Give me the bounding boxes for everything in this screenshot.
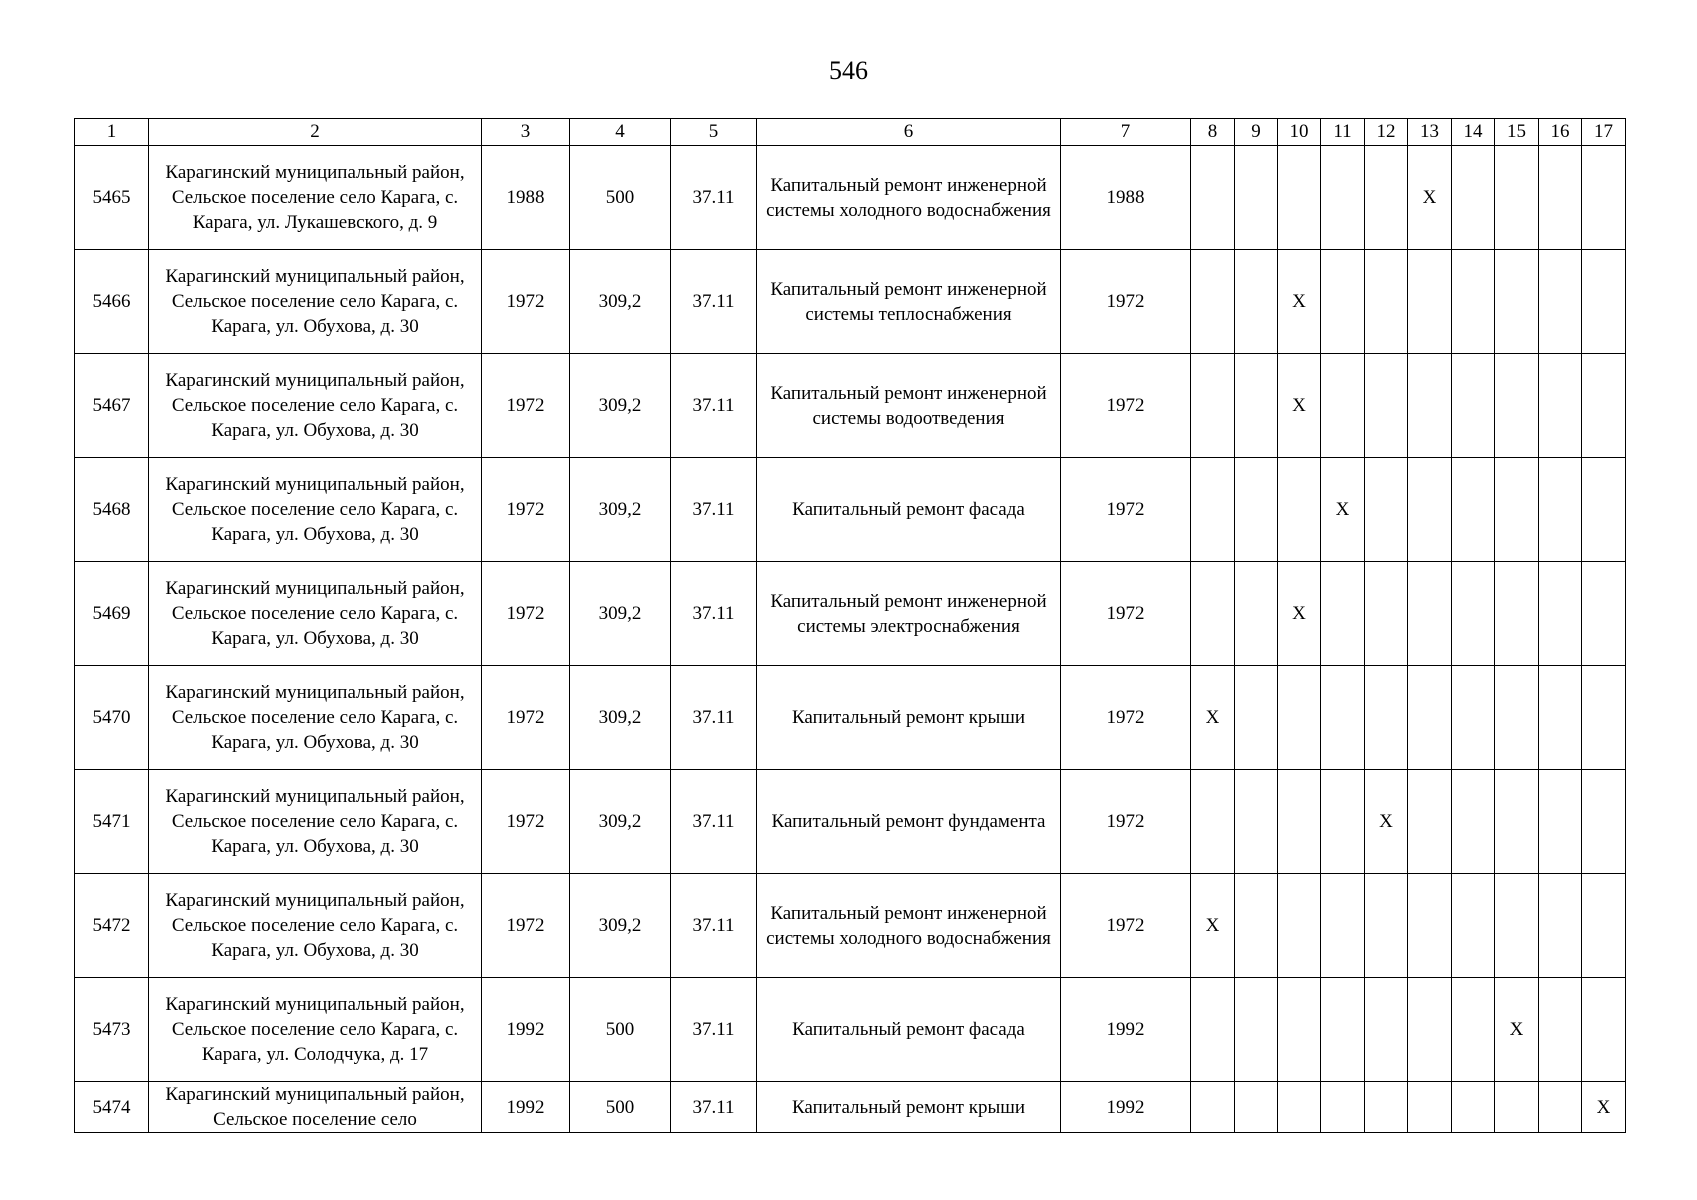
period-mark-cell — [1539, 250, 1582, 354]
page-number: 546 — [829, 56, 868, 85]
period-mark-cell — [1365, 458, 1408, 562]
header-row — [75, 119, 1626, 146]
table-row — [75, 874, 1626, 978]
code-cell: 37.11 — [671, 770, 757, 874]
table-row — [75, 1082, 1626, 1133]
column-header: 12 — [1365, 119, 1408, 146]
row-number-cell: 5467 — [75, 354, 149, 458]
period-mark-cell — [1191, 458, 1235, 562]
year-built-cell: 1992 — [482, 978, 570, 1082]
period-mark-cell: X — [1278, 354, 1321, 458]
period-mark-cell — [1539, 458, 1582, 562]
period-mark-cell: X — [1582, 1082, 1626, 1133]
period-mark-cell — [1582, 562, 1626, 666]
column-header: 15 — [1495, 119, 1539, 146]
period-mark-cell — [1191, 770, 1235, 874]
area-cell: 309,2 — [570, 562, 671, 666]
code-cell: 37.11 — [671, 250, 757, 354]
row-number-cell: 5470 — [75, 666, 149, 770]
address-cell: Карагинский муниципальный район, Сельское поселение село Карага, с. Карага, ул. Обухова, д. 30 — [149, 562, 482, 666]
period-mark-cell — [1278, 978, 1321, 1082]
period-mark-cell — [1235, 1082, 1278, 1133]
year-cell: 1992 — [1061, 1082, 1191, 1133]
address-cell: Карагинский муниципальный район, Сельское поселение село Карага, с. Карага, ул. Обухова, д. 30 — [149, 250, 482, 354]
period-mark-cell — [1539, 874, 1582, 978]
period-mark-cell — [1365, 978, 1408, 1082]
row-number-cell: 5473 — [75, 978, 149, 1082]
code-cell: 37.11 — [671, 978, 757, 1082]
period-mark-cell: X — [1495, 978, 1539, 1082]
period-mark-cell — [1321, 666, 1365, 770]
period-mark-cell — [1235, 874, 1278, 978]
year-cell: 1972 — [1061, 666, 1191, 770]
period-mark-cell — [1235, 250, 1278, 354]
area-cell: 309,2 — [570, 458, 671, 562]
row-number-cell: 5468 — [75, 458, 149, 562]
column-header: 5 — [671, 119, 757, 146]
period-mark-cell — [1278, 666, 1321, 770]
period-mark-cell — [1539, 978, 1582, 1082]
column-header: 4 — [570, 119, 671, 146]
year-cell: 1972 — [1061, 874, 1191, 978]
period-mark-cell — [1408, 250, 1452, 354]
period-mark-cell — [1452, 562, 1495, 666]
period-mark-cell: X — [1278, 250, 1321, 354]
period-mark-cell — [1408, 666, 1452, 770]
table-row — [75, 458, 1626, 562]
period-mark-cell — [1582, 354, 1626, 458]
period-mark-cell — [1408, 1082, 1452, 1133]
row-number-cell: 5471 — [75, 770, 149, 874]
column-header: 9 — [1235, 119, 1278, 146]
year-built-cell: 1972 — [482, 250, 570, 354]
address-cell: Карагинский муниципальный район, Сельское поселение село Карага, с. Карага, ул. Обухова, д. 30 — [149, 458, 482, 562]
period-mark-cell — [1278, 458, 1321, 562]
column-header: 14 — [1452, 119, 1495, 146]
period-mark-cell — [1582, 874, 1626, 978]
period-mark-cell — [1408, 562, 1452, 666]
period-mark-cell — [1321, 770, 1365, 874]
period-mark-cell — [1495, 458, 1539, 562]
period-mark-cell — [1235, 146, 1278, 250]
code-cell: 37.11 — [671, 146, 757, 250]
area-cell: 309,2 — [570, 770, 671, 874]
period-mark-cell — [1191, 978, 1235, 1082]
period-mark-cell: X — [1321, 458, 1365, 562]
period-mark-cell — [1539, 666, 1582, 770]
year-cell: 1972 — [1061, 250, 1191, 354]
period-mark-cell — [1408, 874, 1452, 978]
row-number-cell: 5469 — [75, 562, 149, 666]
period-mark-cell — [1495, 770, 1539, 874]
period-mark-cell — [1452, 978, 1495, 1082]
work-type-cell: Капитальный ремонт инженерной системы теплоснабжения — [757, 250, 1061, 354]
area-cell: 500 — [570, 1082, 671, 1133]
area-cell: 500 — [570, 978, 671, 1082]
period-mark-cell — [1191, 250, 1235, 354]
table-row — [75, 146, 1626, 250]
period-mark-cell — [1408, 458, 1452, 562]
area-cell: 309,2 — [570, 874, 671, 978]
period-mark-cell — [1321, 146, 1365, 250]
year-built-cell: 1972 — [482, 770, 570, 874]
period-mark-cell — [1365, 874, 1408, 978]
period-mark-cell — [1321, 354, 1365, 458]
period-mark-cell — [1452, 354, 1495, 458]
period-mark-cell — [1539, 562, 1582, 666]
period-mark-cell — [1582, 250, 1626, 354]
column-header: 8 — [1191, 119, 1235, 146]
column-header: 7 — [1061, 119, 1191, 146]
period-mark-cell: X — [1408, 146, 1452, 250]
work-type-cell: Капитальный ремонт фасада — [757, 458, 1061, 562]
period-mark-cell — [1582, 146, 1626, 250]
period-mark-cell: X — [1191, 874, 1235, 978]
table-row — [75, 770, 1626, 874]
period-mark-cell — [1278, 146, 1321, 250]
period-mark-cell — [1495, 146, 1539, 250]
period-mark-cell — [1495, 250, 1539, 354]
row-number-cell: 5474 — [75, 1082, 149, 1133]
period-mark-cell: X — [1191, 666, 1235, 770]
period-mark-cell — [1408, 978, 1452, 1082]
period-mark-cell — [1235, 562, 1278, 666]
capital-repair-table — [74, 118, 1626, 1133]
year-cell: 1988 — [1061, 146, 1191, 250]
period-mark-cell — [1452, 874, 1495, 978]
year-cell: 1972 — [1061, 458, 1191, 562]
column-header: 10 — [1278, 119, 1321, 146]
period-mark-cell — [1235, 978, 1278, 1082]
year-cell: 1972 — [1061, 770, 1191, 874]
area-cell: 500 — [570, 146, 671, 250]
period-mark-cell — [1539, 1082, 1582, 1133]
address-cell: Карагинский муниципальный район, Сельское поселение село Карага, с. Карага, ул. Солодчука, д. 17 — [149, 978, 482, 1082]
period-mark-cell — [1321, 250, 1365, 354]
period-mark-cell — [1191, 562, 1235, 666]
column-header: 16 — [1539, 119, 1582, 146]
column-header: 11 — [1321, 119, 1365, 146]
period-mark-cell — [1235, 666, 1278, 770]
area-cell: 309,2 — [570, 354, 671, 458]
period-mark-cell — [1235, 770, 1278, 874]
period-mark-cell — [1191, 354, 1235, 458]
period-mark-cell — [1452, 146, 1495, 250]
period-mark-cell — [1408, 354, 1452, 458]
column-header: 13 — [1408, 119, 1452, 146]
address-cell: Карагинский муниципальный район, Сельское поселение село — [149, 1082, 482, 1133]
period-mark-cell — [1452, 458, 1495, 562]
column-header: 17 — [1582, 119, 1626, 146]
area-cell: 309,2 — [570, 666, 671, 770]
row-number-cell: 5465 — [75, 146, 149, 250]
period-mark-cell — [1452, 250, 1495, 354]
work-type-cell: Капитальный ремонт инженерной системы холодного водоснабжения — [757, 874, 1061, 978]
area-cell: 309,2 — [570, 250, 671, 354]
period-mark-cell — [1365, 666, 1408, 770]
period-mark-cell — [1452, 666, 1495, 770]
table-body — [75, 146, 1626, 1133]
period-mark-cell — [1321, 874, 1365, 978]
column-header: 2 — [149, 119, 482, 146]
address-cell: Карагинский муниципальный район, Сельское поселение село Карага, с. Карага, ул. Обухова, д. 30 — [149, 666, 482, 770]
period-mark-cell — [1408, 770, 1452, 874]
year-built-cell: 1972 — [482, 562, 570, 666]
work-type-cell: Капитальный ремонт фундамента — [757, 770, 1061, 874]
work-type-cell: Капитальный ремонт крыши — [757, 666, 1061, 770]
period-mark-cell — [1278, 1082, 1321, 1133]
period-mark-cell — [1365, 354, 1408, 458]
table-row — [75, 250, 1626, 354]
table-row — [75, 978, 1626, 1082]
table-row — [75, 562, 1626, 666]
period-mark-cell — [1495, 666, 1539, 770]
period-mark-cell — [1321, 978, 1365, 1082]
work-type-cell: Капитальный ремонт фасада — [757, 978, 1061, 1082]
period-mark-cell — [1495, 874, 1539, 978]
code-cell: 37.11 — [671, 1082, 757, 1133]
period-mark-cell — [1278, 770, 1321, 874]
period-mark-cell — [1582, 458, 1626, 562]
row-number-cell: 5472 — [75, 874, 149, 978]
period-mark-cell: X — [1278, 562, 1321, 666]
year-built-cell: 1972 — [482, 666, 570, 770]
period-mark-cell — [1365, 146, 1408, 250]
period-mark-cell — [1495, 1082, 1539, 1133]
period-mark-cell — [1321, 1082, 1365, 1133]
period-mark-cell — [1235, 354, 1278, 458]
period-mark-cell — [1495, 562, 1539, 666]
period-mark-cell — [1191, 1082, 1235, 1133]
code-cell: 37.11 — [671, 354, 757, 458]
table-row — [75, 666, 1626, 770]
period-mark-cell — [1495, 354, 1539, 458]
period-mark-cell — [1365, 1082, 1408, 1133]
period-mark-cell: X — [1365, 770, 1408, 874]
period-mark-cell — [1539, 770, 1582, 874]
table-row — [75, 354, 1626, 458]
period-mark-cell — [1539, 146, 1582, 250]
period-mark-cell — [1582, 666, 1626, 770]
column-header: 1 — [75, 119, 149, 146]
period-mark-cell — [1365, 250, 1408, 354]
year-cell: 1972 — [1061, 562, 1191, 666]
address-cell: Карагинский муниципальный район, Сельское поселение село Карага, с. Карага, ул. Обухова, д. 30 — [149, 770, 482, 874]
year-cell: 1992 — [1061, 978, 1191, 1082]
period-mark-cell — [1539, 354, 1582, 458]
address-cell: Карагинский муниципальный район, Сельское поселение село Карага, с. Карага, ул. Обухова, д. 30 — [149, 874, 482, 978]
year-built-cell: 1992 — [482, 1082, 570, 1133]
code-cell: 37.11 — [671, 666, 757, 770]
column-header: 6 — [757, 119, 1061, 146]
period-mark-cell — [1278, 874, 1321, 978]
address-cell: Карагинский муниципальный район, Сельское поселение село Карага, с. Карага, ул. Обухова, д. 30 — [149, 354, 482, 458]
work-type-cell: Капитальный ремонт инженерной системы холодного водоснабжения — [757, 146, 1061, 250]
year-cell: 1972 — [1061, 354, 1191, 458]
period-mark-cell — [1321, 562, 1365, 666]
code-cell: 37.11 — [671, 874, 757, 978]
work-type-cell: Капитальный ремонт инженерной системы водоотведения — [757, 354, 1061, 458]
period-mark-cell — [1582, 770, 1626, 874]
period-mark-cell — [1191, 146, 1235, 250]
work-type-cell: Капитальный ремонт крыши — [757, 1082, 1061, 1133]
work-type-cell: Капитальный ремонт инженерной системы электроснабжения — [757, 562, 1061, 666]
year-built-cell: 1972 — [482, 354, 570, 458]
address-cell: Карагинский муниципальный район, Сельское поселение село Карага, с. Карага, ул. Лукашевского, д. 9 — [149, 146, 482, 250]
code-cell: 37.11 — [671, 458, 757, 562]
period-mark-cell — [1452, 770, 1495, 874]
period-mark-cell — [1582, 978, 1626, 1082]
year-built-cell: 1988 — [482, 146, 570, 250]
period-mark-cell — [1365, 562, 1408, 666]
row-number-cell: 5466 — [75, 250, 149, 354]
year-built-cell: 1972 — [482, 458, 570, 562]
column-header: 3 — [482, 119, 570, 146]
year-built-cell: 1972 — [482, 874, 570, 978]
period-mark-cell — [1452, 1082, 1495, 1133]
code-cell: 37.11 — [671, 562, 757, 666]
period-mark-cell — [1235, 458, 1278, 562]
